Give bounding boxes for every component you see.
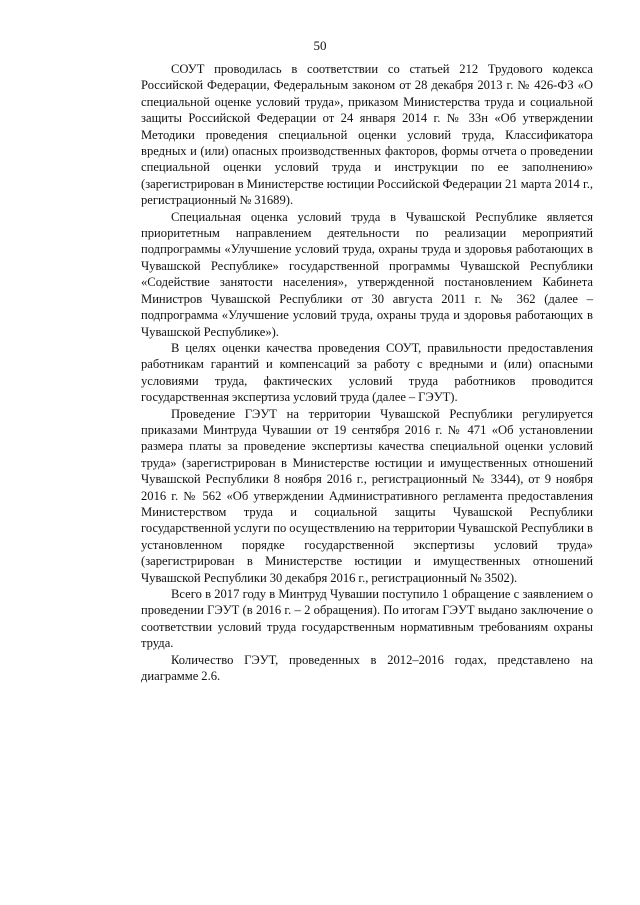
page-number: 50	[313, 38, 327, 53]
paragraph: Проведение ГЭУТ на территории Чувашской Республики регулируется приказами Минтруда Чувашии от 19 сентября 2016 г. № 471 «Об установлении размера платы за проведение экспертизы качества специальной оценки условий труда» (зарегистрирован в Министерстве юстиции и имущественных отношений Чувашской Республики 8 ноября 2016 г., регистрационный № 3344), от 9 ноября 2016 г. № 562 «Об утверждении Административного регламента предоставления Министерством труда и социальной защиты Чувашской Республики государственной услуги по осуществлению на территории Чувашской Республики в установленном порядке государственной экспертизы условий труда» (зарегистрирован в Министерстве юстиции и имущественных отношений Чувашской Республики 30 декабря 2016 г., регистрационный № 3502).	[141, 406, 593, 585]
paragraph: Количество ГЭУТ, проведенных в 2012–2016 годах, представлено на диаграмме 2.6.	[141, 652, 593, 684]
body-text	[141, 61, 593, 684]
paragraph: Специальная оценка условий труда в Чувашской Республике является приоритетным направлением деятельности по реализации мероприятий подпрограммы «Улучшение условий труда, охраны труда и здоровья работающих в Чувашской Республике» государственной программы Чувашской Республики «Содействие занятости населения», утвержденной постановлением Кабинета Министров Чувашской Республики от 30 августа 2011 г. № 362 (далее – подпрограмма «Улучшение условий труда, охраны труда и здоровья работающих в Чувашской Республике»).	[141, 209, 593, 339]
paragraph: СОУТ проводилась в соответствии со статьей 212 Трудового кодекса Российской Федерации, Федеральным законом от 28 декабря 2013 г. № 426-ФЗ «О специальной оценке условий труда», приказом Министерства труда и социальной защиты Российской Федерации от 24 января 2014 г. № 33н «Об утверждении Методики проведения специальной оценки условий труда, Классификатора вредных и (или) опасных производственных факторов, формы отчета о проведении специальной оценки условий труда и инструкции по ее заполнению» (зарегистрирован в Министерстве юстиции Российской Федерации 21 марта 2014 г., регистрационный № 31689).	[141, 62, 593, 208]
paragraph: В целях оценки качества проведения СОУТ, правильности предоставления работникам гарантий и компенсаций за работу с вредными и (или) опасными условиями труда, фактических условий труда работников проводится государственная экспертиза условий труда (далее – ГЭУТ).	[141, 340, 593, 405]
paragraph: Всего в 2017 году в Минтруд Чувашии поступило 1 обращение с заявлением о проведении ГЭУТ (в 2016 г. – 2 обращения). По итогам ГЭУТ выдано заключение о соответствии условий труда государственным нормативным требованиям охраны труда.	[141, 587, 593, 651]
